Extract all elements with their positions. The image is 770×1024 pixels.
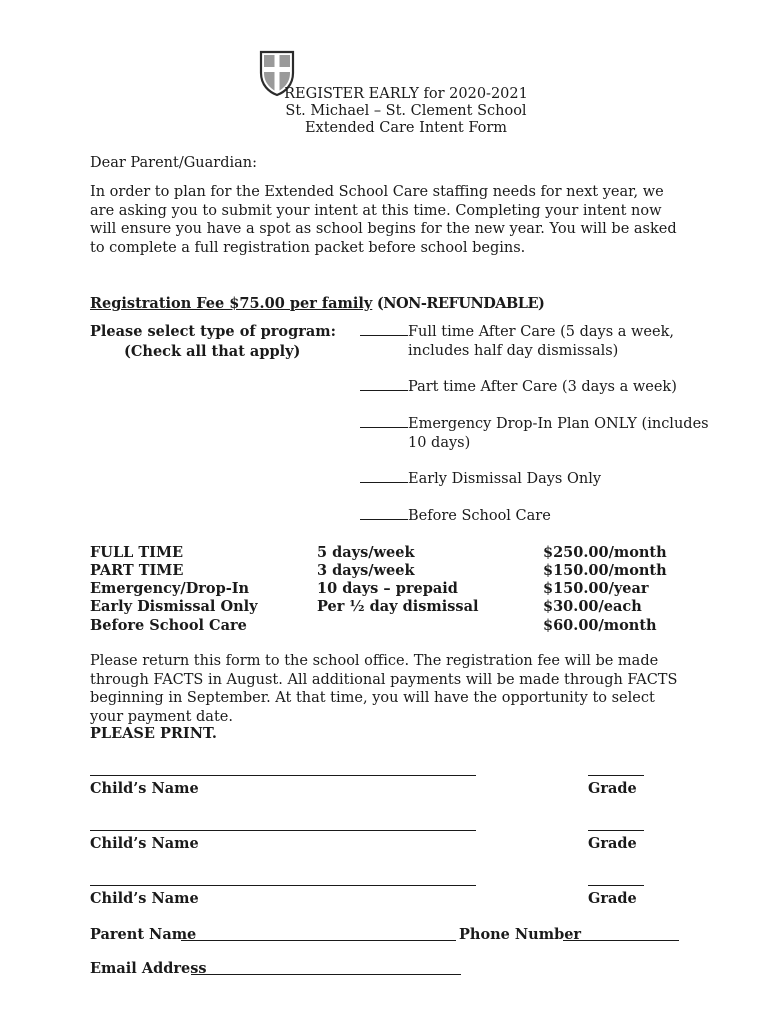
option-label: Full time After Care (5 days a week, (408, 324, 674, 340)
please-print: PLEASE PRINT. (90, 725, 217, 742)
rate-row (90, 544, 670, 562)
checkbox-line[interactable] (360, 415, 408, 428)
child-grade-label: Grade (588, 890, 637, 907)
child-name-label: Child’s Name (90, 890, 199, 907)
option-label: Emergency Drop-In Plan ONLY (includes (408, 416, 709, 432)
option-label: Part time After Care (3 days a week) (408, 379, 677, 395)
checkbox-line[interactable] (360, 323, 408, 336)
rate-price: $250.00/month (543, 544, 667, 561)
program-hint: (Check all that apply) (124, 343, 301, 360)
program-option-full-time[interactable] (360, 323, 674, 361)
rate-row (90, 598, 670, 616)
child-grade-line[interactable] (588, 830, 644, 831)
child-grade-label: Grade (588, 835, 637, 852)
return-instructions: Please return this form to the school office. The registration fee will be made through FACTS in August. All additional payments will be made through FACTS beginning in September. At that time, you will have the opportunity to select your payment date. (90, 653, 678, 725)
rate-name: Before School Care (90, 617, 247, 634)
rate-name: Early Dismissal Only (90, 598, 258, 615)
rate-price: $150.00/month (543, 562, 667, 579)
checkbox-line[interactable] (360, 507, 408, 520)
child-name-line[interactable] (90, 885, 476, 886)
program-prompt: Please select type of program: (90, 323, 336, 340)
child-grade-label: Grade (588, 780, 637, 797)
child-name-line[interactable] (90, 775, 476, 776)
child-grade-line[interactable] (588, 775, 644, 776)
rate-schedule: 5 days/week (317, 544, 415, 561)
rate-price: $150.00/year (543, 580, 649, 597)
rate-schedule: 10 days – prepaid (317, 580, 458, 597)
rate-row (90, 562, 670, 580)
child-name-label: Child’s Name (90, 835, 199, 852)
phone-label: Phone Number (459, 926, 582, 943)
parent-name-line[interactable] (181, 940, 456, 941)
rate-price: $30.00/each (543, 598, 642, 615)
form-header (220, 86, 592, 137)
header-form-name: Extended Care Intent Form (304, 120, 508, 136)
child-grade-line[interactable] (588, 885, 644, 886)
rate-schedule: 3 days/week (317, 562, 415, 579)
child-name-label: Child’s Name (90, 780, 199, 797)
program-option-emergency[interactable] (360, 415, 709, 453)
fee-note: (NON-REFUNDABLE) (376, 295, 545, 312)
option-label: Early Dismissal Days Only (408, 471, 602, 487)
program-option-early-dismissal[interactable] (360, 470, 601, 489)
email-label: Email Address (90, 960, 207, 977)
rate-schedule: Per ½ day dismissal (317, 598, 479, 615)
checkbox-line[interactable] (360, 378, 408, 391)
option-label: Before School Care (408, 508, 551, 524)
rate-name: Emergency/Drop-In (90, 580, 250, 597)
checkbox-line[interactable] (360, 470, 408, 483)
program-option-part-time[interactable] (360, 378, 677, 397)
option-label-cont: includes half day dismissals) (408, 343, 619, 359)
intro-paragraph: In order to plan for the Extended School Care staffing needs for next year, we are asking you to submit your intent at this time. Completing your intent now will ensure you have a spot as school begins for the new year. You will be asked to complete a full registration packet before school begins. (90, 184, 677, 256)
header-school: St. Michael – St. Clement School (285, 103, 527, 119)
program-option-before-school[interactable] (360, 507, 551, 526)
rate-row (90, 580, 670, 598)
phone-line[interactable] (563, 940, 679, 941)
header-title: REGISTER EARLY for 2020-2021 (284, 86, 528, 102)
fee-label: Registration Fee $75.00 per family (90, 295, 373, 312)
rate-name: PART TIME (90, 562, 184, 579)
registration-fee (90, 295, 544, 312)
child-name-line[interactable] (90, 830, 476, 831)
greeting: Dear Parent/Guardian: (90, 155, 257, 171)
parent-name-label: Parent Name (90, 926, 197, 943)
rate-name: FULL TIME (90, 544, 184, 561)
rate-row (90, 617, 670, 635)
email-line[interactable] (191, 974, 461, 975)
option-label-cont: 10 days) (408, 435, 471, 451)
rate-price: $60.00/month (543, 617, 657, 634)
